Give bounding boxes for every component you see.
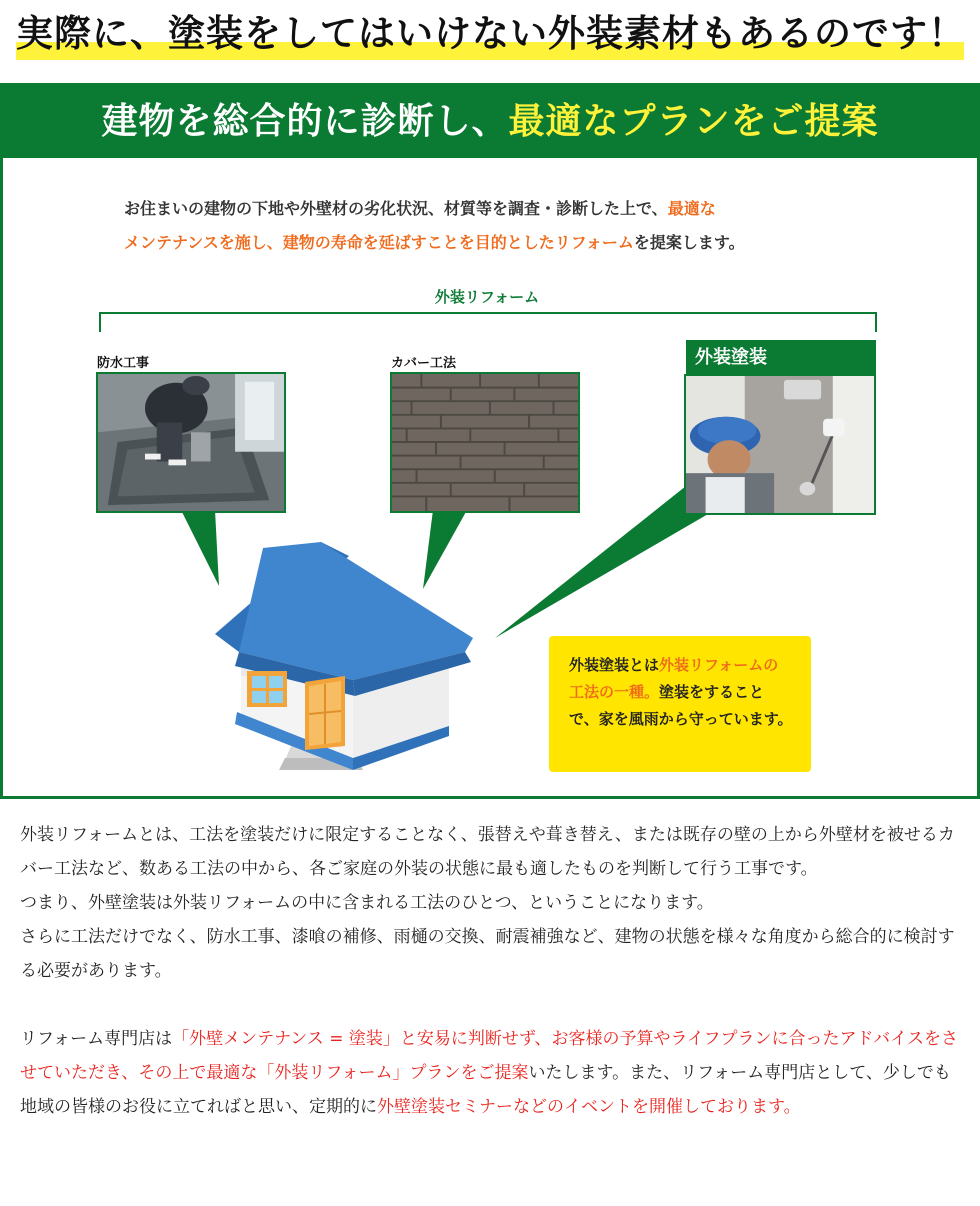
photo-cover-method — [390, 372, 580, 513]
body-paragraph-3: さらに工法だけでなく、防水工事、漆喰の補修、雨樋の交換、耐震補強など、建物の状態を様々な角度から総合的に検討する必要があります。 — [20, 927, 955, 981]
diagnosis-panel — [0, 83, 980, 799]
house-illustration — [215, 542, 473, 770]
top-heading — [0, 0, 980, 72]
banner-text-white: 建物を総合的に診断し、 — [101, 101, 509, 142]
intro-text — [124, 192, 884, 260]
photo-exterior-painting — [684, 374, 876, 515]
intro-line1-b: 最適な — [667, 199, 716, 218]
pointer-waterproof — [181, 510, 219, 586]
bracket-line — [99, 312, 877, 332]
body-paragraph-4 — [20, 1022, 965, 1124]
body-p4-a: リフォーム専門店は — [20, 1029, 173, 1049]
panel-banner — [3, 86, 977, 158]
body-p4-d: 外壁塗装セミナーなどのイベントを開催しております。 — [377, 1097, 801, 1117]
intro-line1-a: お住まいの建物の下地や外壁材の劣化状況、材質等を調査・診断した上で、 — [124, 199, 668, 218]
body-p4-c: いたします。また、リフォーム専門店として、少しでも地域の皆様のお役に立てればと思い、定期的に — [20, 1063, 951, 1117]
note-text-c: 塗装をすることで、家を風雨から守っています。 — [569, 683, 793, 728]
top-heading-text: 実際に、塗装をしてはいけない外装素材もあるのです！ — [16, 12, 966, 55]
caption-waterproof: 防水工事 — [97, 356, 150, 371]
note-box — [549, 636, 811, 772]
note-text-a: 外装塗装とは — [569, 656, 660, 674]
intro-line2-b: を提案します。 — [633, 233, 745, 252]
paragraph-gap — [20, 988, 965, 1022]
body-text — [20, 818, 965, 1124]
banner-text-yellow: 最適なプランをご提案 — [508, 101, 879, 142]
pointer-cover — [423, 510, 467, 589]
photo-waterproofing — [96, 372, 286, 513]
note-text-b: 外装リフォームの工法の一種。 — [569, 656, 779, 701]
body-paragraph-2: つまり、外壁塗装は外装リフォームの中に含まれる工法のひとつ、ということになります。 — [20, 893, 714, 913]
bracket-label: 外装リフォーム — [434, 288, 540, 306]
body-p4-b: 「外壁メンテナンス = 塗装」と安易に判断せず、お客様の予算やライフプランに合ったアドバイスをさせていただき、その上で最適な「外装リフォーム」プランをご提案 — [20, 1029, 958, 1083]
caption-exterior-painting: 外装塗装 — [686, 340, 876, 376]
caption-cover-method: カバー工法 — [391, 356, 457, 371]
intro-line2-a: メンテナンスを施し、建物の寿命を延ばすことを目的としたリフォーム — [124, 233, 634, 252]
body-paragraph-1: 外装リフォームとは、工法を塗装だけに限定することなく、張替えや葺き替え、または既存の壁の上から外壁材を被せるカバー工法など、数ある工法の中から、各ご家庭の外装の状態に最も適したものを判断して行う工事です。 — [20, 825, 955, 879]
